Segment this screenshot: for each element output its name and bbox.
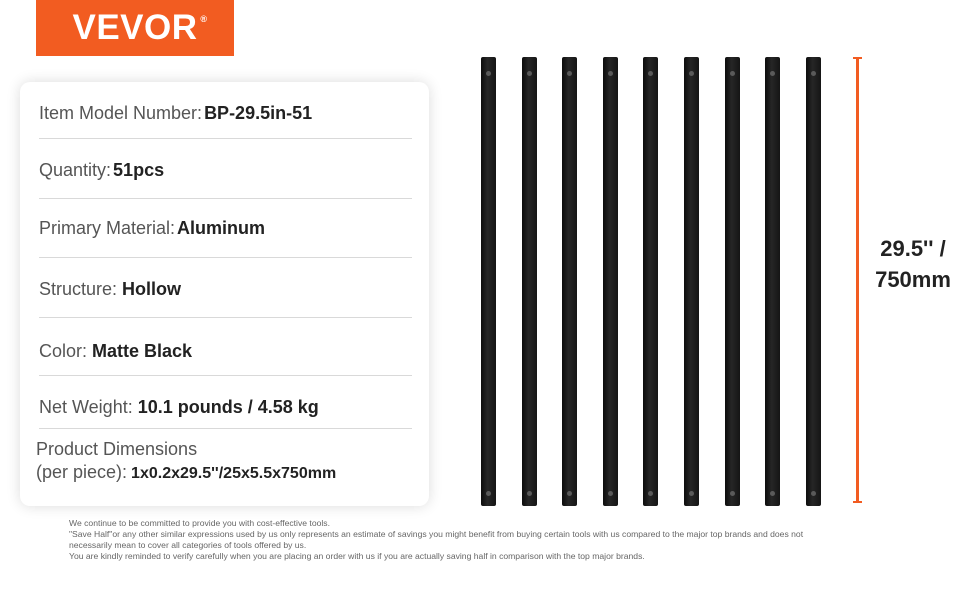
screw-hole — [770, 491, 775, 496]
baluster-bar — [522, 57, 537, 506]
baluster-bar — [603, 57, 618, 506]
registered-mark: ® — [200, 14, 208, 24]
disclaimer-line: "Save Half"or any other similar expressions used by us only represents an estimate of savings you might benefit from buying certain tools with us compared to the major top brands and does not — [69, 529, 804, 539]
baluster-bar — [481, 57, 496, 506]
spec-value: Aluminum — [177, 218, 266, 238]
divider — [39, 198, 412, 199]
divider — [39, 375, 412, 376]
disclaimer-line: You are kindly reminded to verify carefully when you are placing an order with us if you are actually saving half in comparison with the top major brands. — [69, 551, 645, 561]
screw-hole — [811, 71, 816, 76]
screw-hole — [486, 71, 491, 76]
screw-hole — [527, 491, 532, 496]
baluster-bar — [643, 57, 658, 506]
screw-hole — [689, 71, 694, 76]
baluster-bar — [725, 57, 740, 506]
measure-cap-bottom — [853, 501, 862, 503]
dimensions-value: 1x0.2x29.5''/25x5.5x750mm — [131, 465, 337, 482]
measurement-line1: 29.5'' / — [880, 236, 946, 261]
spec-row-color — [39, 341, 412, 362]
spec-value: Hollow — [122, 279, 182, 299]
screw-hole — [770, 71, 775, 76]
spec-value: 51pcs — [113, 160, 165, 180]
spec-value: 10.1 pounds / 4.58 kg — [137, 397, 319, 417]
divider — [39, 138, 412, 139]
screw-hole — [648, 491, 653, 496]
screw-hole — [486, 491, 491, 496]
spec-row-quantity — [39, 160, 412, 181]
baluster-bar — [562, 57, 577, 506]
screw-hole — [527, 71, 532, 76]
baluster-bar — [806, 57, 821, 506]
dimensions-label: Product Dimensions — [36, 439, 198, 459]
dimensions-row — [36, 462, 336, 483]
divider — [39, 317, 412, 318]
spec-row-material — [39, 218, 412, 239]
spec-label: Primary Material: — [39, 218, 176, 238]
spec-row-model — [39, 103, 412, 124]
spec-label: Structure: — [39, 279, 118, 299]
screw-hole — [567, 71, 572, 76]
divider — [39, 428, 412, 429]
vevor-logo — [36, 0, 234, 56]
disclaimer-line: We continue to be committed to provide you with cost-effective tools. — [69, 518, 330, 528]
spec-value: BP-29.5in-51 — [204, 103, 313, 123]
dimensions-label-sub: (per piece): — [36, 462, 128, 482]
screw-hole — [608, 491, 613, 496]
screw-hole — [567, 491, 572, 496]
screw-hole — [730, 491, 735, 496]
measure-line — [856, 58, 859, 502]
baluster-bar — [684, 57, 699, 506]
screw-hole — [608, 71, 613, 76]
spec-label: Item Model Number: — [39, 103, 203, 123]
spec-row-structure — [39, 279, 412, 300]
disclaimer-line: necessarily mean to cover all categories of tools offered by us. — [69, 540, 307, 550]
screw-hole — [730, 71, 735, 76]
measurement-label — [860, 233, 966, 295]
logo-text: VEVOR ® — [72, 8, 208, 47]
spec-label: Net Weight: — [39, 397, 133, 417]
screw-hole — [648, 71, 653, 76]
screw-hole — [811, 491, 816, 496]
spec-card — [20, 82, 429, 506]
disclaimer — [69, 518, 869, 562]
spec-value: Matte Black — [92, 341, 193, 361]
spec-label: Quantity: — [39, 160, 112, 180]
screw-hole — [689, 491, 694, 496]
baluster-bar — [765, 57, 780, 506]
spec-label: Color: — [39, 341, 88, 361]
spec-row-weight — [39, 397, 412, 418]
measurement-line2: 750mm — [875, 267, 951, 292]
divider — [39, 257, 412, 258]
